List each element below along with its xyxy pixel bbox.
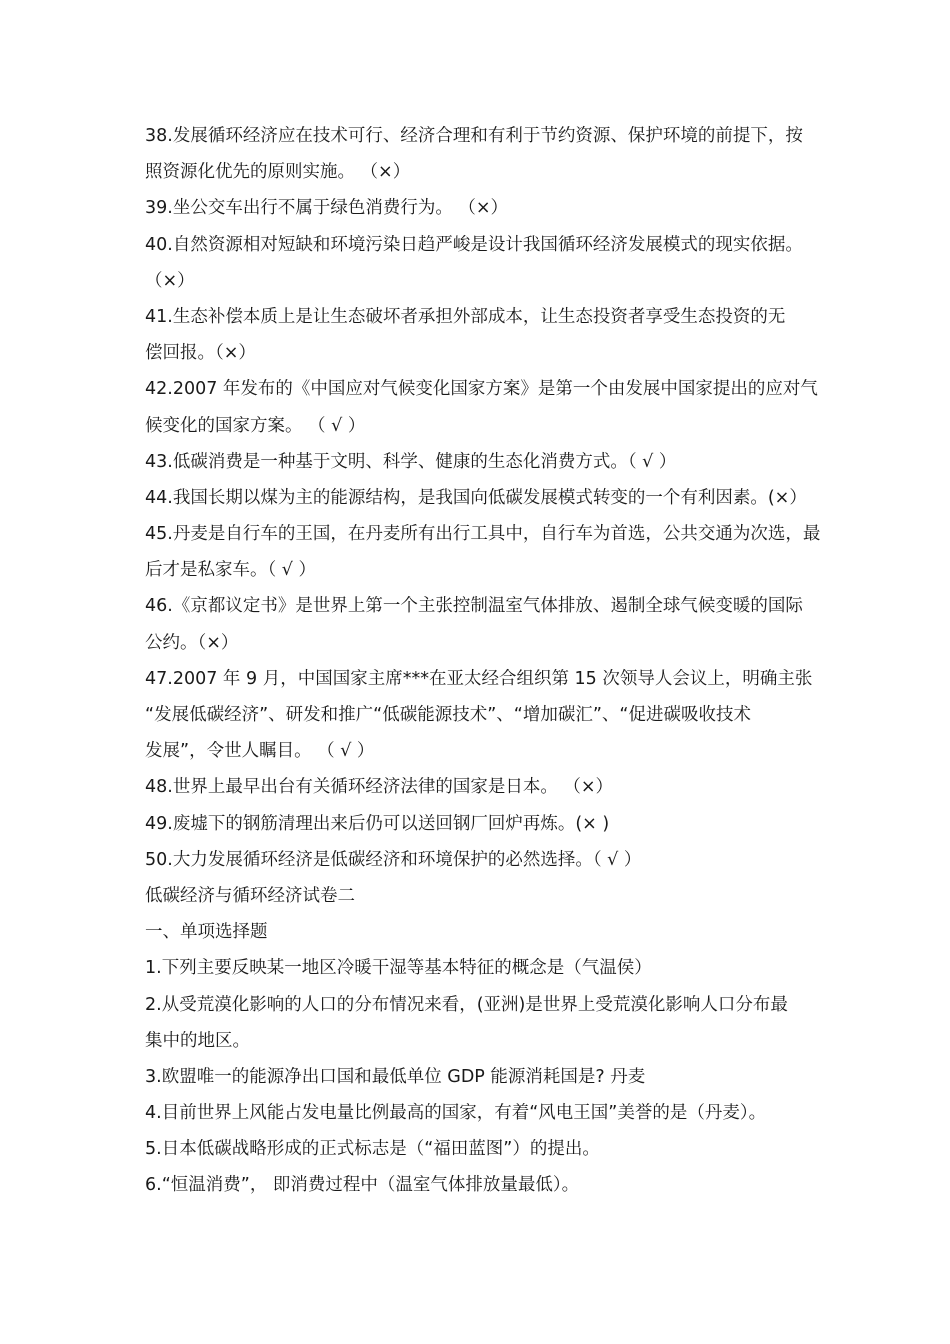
text-line: 38.发展循环经济应在技术可行、经济合理和有利于节约资源、保护环境的前提下，按: [145, 126, 803, 146]
text-line: （×）: [145, 270, 195, 291]
section-title: 低碳经济与循环经济试卷二: [145, 885, 355, 906]
text-line: 6.“恒温消费”， 即消费过程中（温室气体排放量最低）。: [145, 1175, 580, 1196]
section-heading: 一、单项选择题: [145, 922, 268, 943]
text-line: 1.下列主要反映某一地区冷暖干湿等基本特征的概念是（气温侯）: [145, 958, 652, 979]
text-line: 45.丹麦是自行车的王国，在丹麦所有出行工具中，自行车为首选，公共交通为次选，最: [145, 524, 821, 545]
text-line: 2.从受荒漠化影响的人口的分布情况来看，(亚洲)是世界上受荒漠化影响人口分布最: [145, 994, 788, 1015]
text-line: 43.低碳消费是一种基于文明、科学、健康的生态化消费方式。（ √ ）: [145, 451, 677, 472]
document-body: [145, 118, 857, 1204]
text-line: 40.自然资源相对短缺和环境污染日趋严峻是设计我国循环经济发展模式的现实依据。: [145, 234, 803, 255]
text-line: 偿回报。（×）: [145, 343, 256, 364]
text-line: 50.大力发展循环经济是低碳经济和环境保护的必然选择。（ √ ）: [145, 849, 642, 870]
text-line: 42.2007 年发布的《中国应对气候变化国家方案》是第一个由发展中国家提出的应对气: [145, 379, 818, 400]
text-line: 41.生态补偿本质上是让生态破坏者承担外部成本，让生态投资者享受生态投资的无: [145, 306, 786, 327]
text-line: 发展”，令世人瞩目。 （ √ ）: [145, 741, 375, 762]
text-line: 照资源化优先的原则实施。 （×）: [145, 162, 411, 183]
text-line: 39.坐公交车出行不属于绿色消费行为。 （×）: [145, 198, 509, 219]
text-line: 集中的地区。: [145, 1030, 250, 1051]
text-line: 47.2007 年 9 月，中国国家主席***在亚太经合组织第 15 次领导人会议上，明确主张: [145, 668, 813, 689]
text-line: 5.日本低碳战略形成的正式标志是（“福田蓝图”）的提出。: [145, 1139, 600, 1160]
text-line: 48.世界上最早出台有关循环经济法律的国家是日本。 （×）: [145, 777, 614, 798]
text-line: 44.我国长期以煤为主的能源结构，是我国向低碳发展模式转变的一个有利因素。(×）: [145, 487, 807, 508]
text-line: 候变化的国家方案。 （ √ ）: [145, 415, 366, 436]
text-line: 4.目前世界上风能占发电量比例最高的国家，有着“风电王国”美誉的是（丹麦）。: [145, 1103, 767, 1124]
text-line: 后才是私家车。（ √ ）: [145, 560, 317, 581]
text-line: 49.废墟下的钢筋清理出来后仍可以送回钢厂回炉再炼。(× ): [145, 813, 610, 834]
text-line: 3.欧盟唯一的能源净出口国和最低单位 GDP 能源消耗国是? 丹麦: [145, 1066, 646, 1087]
text-line: 46.《京都议定书》是世界上第一个主张控制温室气体排放、遏制全球气候变暖的国际: [145, 596, 803, 617]
text-line: 公约。（×）: [145, 632, 239, 653]
text-line: “发展低碳经济”、研发和推广“低碳能源技术”、“增加碳汇”、“促进碳吸收技术: [145, 705, 751, 725]
